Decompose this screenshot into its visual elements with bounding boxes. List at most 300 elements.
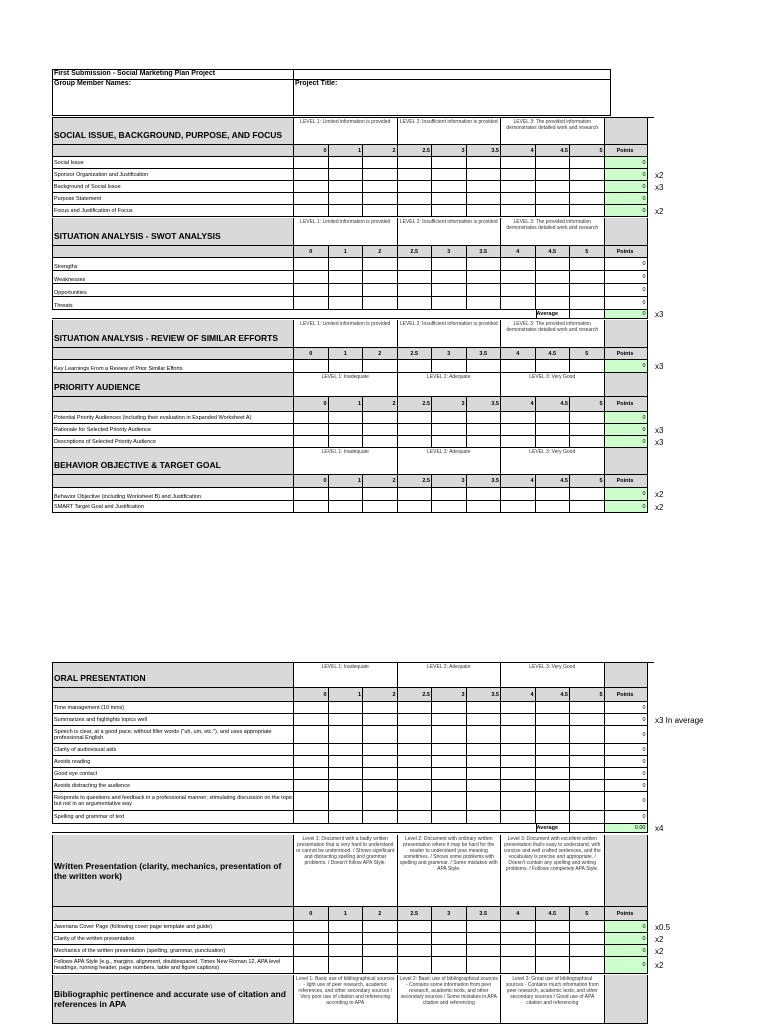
score-cell[interactable] [363,792,398,811]
score-cell[interactable] [294,424,329,436]
scale-4: 4 [501,475,536,488]
score-cell[interactable] [501,768,536,780]
score-cell[interactable] [432,258,467,271]
score-cell[interactable] [294,792,329,811]
score-cell[interactable] [467,726,502,744]
score-cell[interactable] [432,726,467,744]
scale-header-row [52,907,654,921]
score-cell[interactable] [329,726,364,744]
score-cell[interactable] [501,945,536,957]
score-cell[interactable] [398,205,433,217]
score-cell[interactable] [536,744,571,756]
score-cell[interactable] [467,360,502,373]
score-cell[interactable] [570,412,605,424]
score-cell[interactable] [363,957,398,974]
score-cell[interactable] [432,702,467,714]
score-cell[interactable] [501,744,536,756]
score-cell[interactable] [363,780,398,792]
score-cell[interactable] [363,157,398,169]
section-priority [52,373,664,448]
score-cell[interactable] [536,271,571,284]
score-cell[interactable] [467,258,502,271]
table-row [52,181,664,193]
score-cell[interactable] [329,271,364,284]
score-cell[interactable] [501,181,536,193]
score-cell[interactable] [398,744,433,756]
score-cell[interactable] [363,726,398,744]
score-cell[interactable] [294,284,329,297]
score-cell[interactable] [329,744,364,756]
score-cell[interactable] [536,488,571,501]
score-cell[interactable] [467,756,502,768]
score-cell[interactable] [329,284,364,297]
section-title: ORAL PRESENTATION [52,663,294,688]
score-cell[interactable] [570,157,605,169]
score-cell[interactable] [294,258,329,271]
score-cell[interactable] [467,157,502,169]
score-cell[interactable] [536,726,571,744]
score-cell[interactable] [467,193,502,205]
score-cell[interactable] [570,756,605,768]
scale-0: 0 [294,688,329,702]
score-cell[interactable] [329,933,364,945]
table-row [52,501,664,513]
section-review [52,320,664,373]
score-cell[interactable] [363,271,398,284]
score-cell[interactable] [570,501,605,513]
score-cell[interactable] [570,768,605,780]
row-label: Javeriana Cover Page (following cover page template and guide) [52,921,294,933]
score-cell[interactable] [467,744,502,756]
score-cell[interactable] [536,957,571,974]
score-cell[interactable] [432,412,467,424]
multiplier: x3 [655,361,664,371]
score-cell[interactable] [294,412,329,424]
score-cell[interactable] [536,412,571,424]
score-cell[interactable] [570,284,605,297]
score-cell[interactable] [570,702,605,714]
score-cell[interactable] [398,271,433,284]
level-3: LEVEL 3: Very Good [501,663,605,688]
score-cell[interactable] [432,157,467,169]
score-cell[interactable] [329,756,364,768]
score-cell[interactable] [363,933,398,945]
score-cell[interactable] [467,957,502,974]
score-cell[interactable] [467,284,502,297]
score-cell[interactable] [570,945,605,957]
score-cell[interactable] [536,780,571,792]
scale-4-5: 4.5 [536,688,571,702]
score-cell[interactable] [570,744,605,756]
score-cell[interactable] [536,297,571,310]
score-cell[interactable] [467,702,502,714]
score-cell[interactable] [398,360,433,373]
score-cell[interactable] [398,702,433,714]
score-cell[interactable] [501,756,536,768]
avg-blank [432,824,467,833]
score-cell[interactable] [432,756,467,768]
score-cell[interactable] [329,157,364,169]
score-cell[interactable] [329,945,364,957]
score-cell[interactable] [570,181,605,193]
score-cell[interactable] [432,488,467,501]
score-cell[interactable] [398,488,433,501]
score-cell[interactable] [501,933,536,945]
score-cell[interactable] [363,436,398,448]
score-cell[interactable] [501,714,536,726]
score-cell[interactable] [432,271,467,284]
score-cell[interactable] [398,258,433,271]
score-cell[interactable] [536,945,571,957]
score-cell[interactable] [432,193,467,205]
score-cell[interactable] [329,501,364,513]
score-cell[interactable] [432,744,467,756]
points-cell: 0 [605,258,648,271]
score-cell[interactable] [501,792,536,811]
score-cell[interactable] [329,360,364,373]
score-cell[interactable] [570,957,605,974]
score-cell[interactable] [363,424,398,436]
score-cell[interactable] [294,921,329,933]
score-cell[interactable] [467,714,502,726]
score-cell[interactable] [536,811,571,824]
scale-4-5: 4.5 [536,246,571,258]
score-cell[interactable] [501,702,536,714]
score-cell[interactable] [467,205,502,217]
score-cell[interactable] [467,424,502,436]
score-cell[interactable] [294,780,329,792]
score-cell[interactable] [536,424,571,436]
score-cell[interactable] [501,921,536,933]
score-cell[interactable] [398,726,433,744]
score-cell[interactable] [570,205,605,217]
score-cell[interactable] [329,193,364,205]
score-cell[interactable] [570,921,605,933]
points-cell: 0 [605,284,648,297]
score-cell[interactable] [363,297,398,310]
score-cell[interactable] [329,412,364,424]
scale-4-5: 4.5 [536,145,571,157]
score-cell[interactable] [329,488,364,501]
score-cell[interactable] [294,714,329,726]
score-cell[interactable] [398,284,433,297]
score-cell[interactable] [467,412,502,424]
score-cell[interactable] [536,157,571,169]
score-cell[interactable] [570,811,605,824]
average-label: Average [536,824,571,833]
score-cell[interactable] [363,360,398,373]
points-cell: 0 [605,193,648,205]
scale-3: 3 [432,246,467,258]
score-cell[interactable] [432,169,467,181]
score-cell[interactable] [363,412,398,424]
score-cell[interactable] [501,436,536,448]
score-cell[interactable] [294,488,329,501]
points-cell: 0 [605,811,648,824]
table-row [52,488,664,501]
score-cell[interactable] [570,780,605,792]
score-cell[interactable] [398,756,433,768]
score-cell[interactable] [570,360,605,373]
score-cell[interactable] [329,258,364,271]
score-cell[interactable] [398,768,433,780]
score-cell[interactable] [432,792,467,811]
score-cell[interactable] [363,258,398,271]
score-cell[interactable] [501,169,536,181]
score-cell[interactable] [467,271,502,284]
score-cell[interactable] [536,284,571,297]
table-row [52,702,654,714]
score-cell[interactable] [329,205,364,217]
score-cell[interactable] [363,811,398,824]
score-cell[interactable] [501,205,536,217]
score-cell[interactable] [501,258,536,271]
score-cell[interactable] [363,501,398,513]
score-cell[interactable] [363,169,398,181]
section-oral [52,662,704,833]
score-cell[interactable] [501,780,536,792]
score-cell[interactable] [536,933,571,945]
score-cell[interactable] [329,297,364,310]
score-cell[interactable] [501,284,536,297]
scale-2-5: 2.5 [398,397,433,412]
score-cell[interactable] [570,726,605,744]
score-cell[interactable] [363,768,398,780]
score-cell[interactable] [398,181,433,193]
score-cell[interactable] [570,933,605,945]
score-cell[interactable] [329,768,364,780]
score-cell[interactable] [398,157,433,169]
row-label: Potential Priority Audiences (including their evaluation in Expanded Worksheet A) [52,412,294,424]
score-cell[interactable] [329,436,364,448]
row-label: Responds to questions and feedback in a professional manner; stimulating discussion on the topic but not in an argumentative way [52,792,294,811]
score-cell[interactable] [536,258,571,271]
score-cell[interactable] [467,501,502,513]
score-cell[interactable] [467,811,502,824]
score-cell[interactable] [501,488,536,501]
score-cell[interactable] [501,157,536,169]
score-cell[interactable] [501,726,536,744]
scale-header-row [52,348,654,360]
score-cell[interactable] [294,726,329,744]
scale-4-5: 4.5 [536,397,571,412]
score-cell[interactable] [432,945,467,957]
score-cell[interactable] [467,792,502,811]
score-cell[interactable] [467,768,502,780]
score-cell[interactable] [294,169,329,181]
score-cell[interactable] [363,744,398,756]
score-cell[interactable] [363,205,398,217]
score-cell[interactable] [294,297,329,310]
score-cell[interactable] [570,258,605,271]
score-cell[interactable] [398,811,433,824]
table-row [52,780,654,792]
score-cell[interactable] [329,714,364,726]
score-cell[interactable] [398,945,433,957]
score-cell[interactable] [329,957,364,974]
score-cell[interactable] [329,792,364,811]
score-cell[interactable] [501,412,536,424]
score-cell[interactable] [398,193,433,205]
score-cell[interactable] [570,297,605,310]
score-cell[interactable] [536,360,571,373]
score-cell[interactable] [432,780,467,792]
score-cell[interactable] [398,792,433,811]
score-cell[interactable] [398,412,433,424]
points-header-blank [605,448,648,475]
scale-5: 5 [570,397,605,412]
score-cell[interactable] [363,945,398,957]
score-cell[interactable] [363,756,398,768]
score-cell[interactable] [398,933,433,945]
table-row [52,811,654,824]
table-row [52,412,654,424]
score-cell[interactable] [294,436,329,448]
score-cell[interactable] [329,424,364,436]
average-points: 0 [605,310,648,319]
score-cell[interactable] [432,436,467,448]
score-cell[interactable] [363,921,398,933]
score-cell[interactable] [363,181,398,193]
score-cell[interactable] [329,780,364,792]
score-cell[interactable] [294,271,329,284]
points-cell: 0 [605,921,648,933]
score-cell[interactable] [294,945,329,957]
score-cell[interactable] [363,488,398,501]
score-cell[interactable] [398,501,433,513]
score-cell[interactable] [294,744,329,756]
score-cell[interactable] [570,714,605,726]
score-cell[interactable] [432,714,467,726]
score-cell[interactable] [294,360,329,373]
score-cell[interactable] [536,436,571,448]
points-header-blank [605,663,648,688]
score-cell[interactable] [294,957,329,974]
score-cell[interactable] [432,768,467,780]
score-cell[interactable] [467,488,502,501]
scale-2: 2 [363,688,398,702]
score-cell[interactable] [536,702,571,714]
score-cell[interactable] [467,945,502,957]
score-cell[interactable] [570,792,605,811]
score-cell[interactable] [432,360,467,373]
score-cell[interactable] [398,436,433,448]
score-cell[interactable] [536,205,571,217]
avg-blank [398,824,433,833]
score-cell[interactable] [467,169,502,181]
score-cell[interactable] [501,360,536,373]
score-cell[interactable] [329,811,364,824]
score-cell[interactable] [432,933,467,945]
score-cell[interactable] [432,205,467,217]
score-cell[interactable] [294,933,329,945]
score-cell[interactable] [536,714,571,726]
score-cell[interactable] [570,424,605,436]
score-cell[interactable] [398,957,433,974]
score-cell[interactable] [363,702,398,714]
score-cell[interactable] [536,181,571,193]
score-cell[interactable] [536,501,571,513]
scale-2: 2 [363,246,398,258]
score-cell[interactable] [432,921,467,933]
score-cell[interactable] [467,933,502,945]
score-cell[interactable] [294,702,329,714]
score-cell[interactable] [294,157,329,169]
score-cell[interactable] [432,501,467,513]
score-cell[interactable] [432,957,467,974]
scale-0: 0 [294,145,329,157]
score-cell[interactable] [363,714,398,726]
score-cell[interactable] [329,921,364,933]
multiplier: x3 [655,310,664,319]
score-cell[interactable] [432,811,467,824]
score-cell[interactable] [570,193,605,205]
score-cell[interactable] [501,957,536,974]
score-cell[interactable] [329,181,364,193]
score-cell[interactable] [294,181,329,193]
score-cell[interactable] [501,297,536,310]
score-cell[interactable] [294,193,329,205]
score-cell[interactable] [432,297,467,310]
scale-3: 3 [432,348,467,360]
score-cell[interactable] [536,169,571,181]
score-cell[interactable] [294,768,329,780]
score-cell[interactable] [294,756,329,768]
score-cell[interactable] [501,193,536,205]
score-cell[interactable] [501,271,536,284]
score-cell[interactable] [432,424,467,436]
score-cell[interactable] [536,921,571,933]
score-cell[interactable] [398,780,433,792]
score-cell[interactable] [570,271,605,284]
score-cell[interactable] [467,780,502,792]
score-cell[interactable] [363,284,398,297]
score-cell[interactable] [570,488,605,501]
score-cell[interactable] [294,205,329,217]
score-cell[interactable] [294,501,329,513]
score-cell[interactable] [467,297,502,310]
score-cell[interactable] [398,921,433,933]
scale-3: 3 [432,475,467,488]
score-cell[interactable] [501,424,536,436]
score-cell[interactable] [467,921,502,933]
score-cell[interactable] [398,714,433,726]
score-cell[interactable] [501,501,536,513]
score-cell[interactable] [467,436,502,448]
row-label: Background of Social Issue [52,181,294,193]
score-cell[interactable] [398,297,433,310]
score-cell[interactable] [398,424,433,436]
score-cell[interactable] [570,436,605,448]
score-cell[interactable] [329,702,364,714]
score-cell[interactable] [536,792,571,811]
points-header-blank [605,835,648,907]
score-cell[interactable] [363,193,398,205]
score-cell[interactable] [432,181,467,193]
scale-2: 2 [363,475,398,488]
score-cell[interactable] [329,169,364,181]
score-cell[interactable] [467,181,502,193]
score-cell[interactable] [398,169,433,181]
score-cell[interactable] [570,169,605,181]
section-behavior [52,448,664,513]
score-cell[interactable] [536,756,571,768]
score-cell[interactable] [536,193,571,205]
score-cell[interactable] [536,768,571,780]
score-cell[interactable] [501,811,536,824]
score-cell[interactable] [294,811,329,824]
score-cell[interactable] [432,284,467,297]
